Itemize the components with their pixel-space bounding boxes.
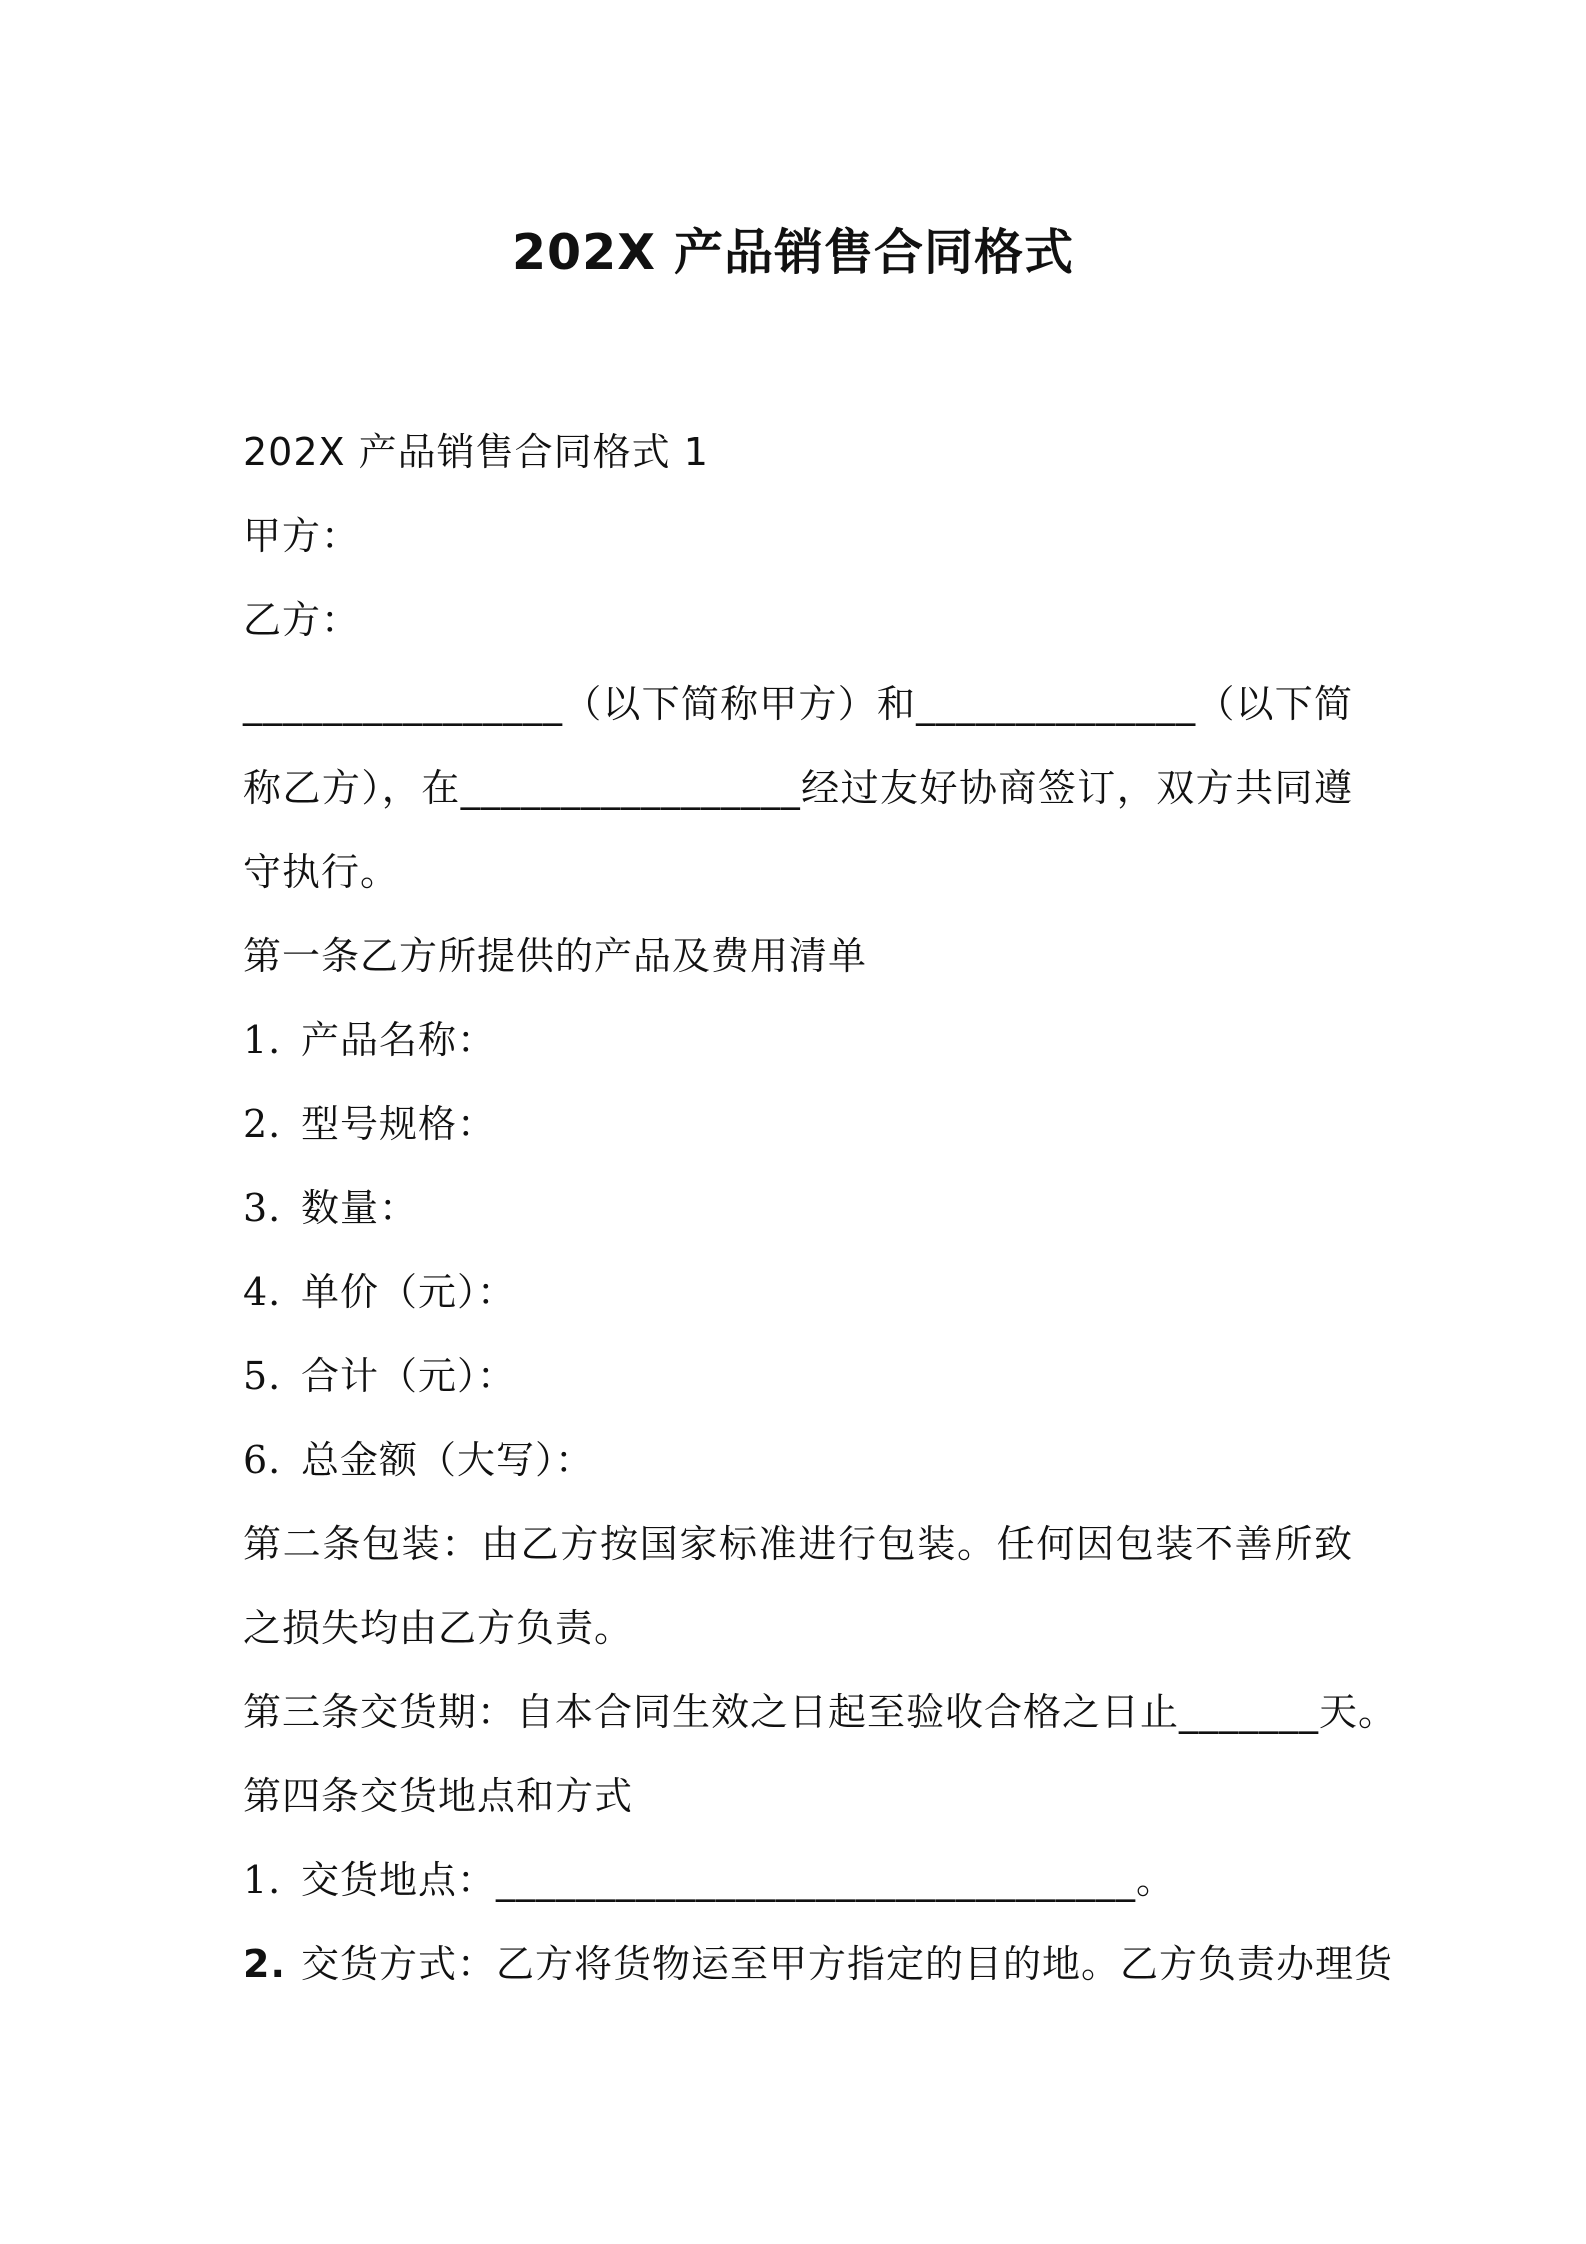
article-1-item: [243, 1166, 1353, 1250]
item-number: 2.: [243, 1102, 282, 1146]
article-1-item: [243, 1334, 1353, 1418]
article-4-item: [243, 1922, 1394, 2006]
item-number: 4.: [243, 1270, 282, 1314]
document-body: [243, 410, 1398, 2006]
item-number: 2.: [243, 1942, 286, 1986]
item-text: 交货地点：________________________________。: [301, 1858, 1176, 1902]
article-3-paragraph: 第三条交货期：自本合同生效之日起至验收合格之日止_______天。: [243, 1690, 1398, 1734]
article-1-item: [243, 1082, 1353, 1166]
item-text: 数量：: [301, 1186, 419, 1230]
party-a-label: 甲方：: [243, 514, 361, 558]
article-1-heading: 第一条乙方所提供的产品及费用清单: [243, 934, 868, 978]
article-2-paragraph: 第二条包装：由乙方按国家标准进行包装。任何因包装不善所致之损失均由乙方负责。: [243, 1522, 1353, 1650]
item-number: 5.: [243, 1354, 282, 1398]
item-number: 6.: [243, 1438, 282, 1482]
item-text: 单价（元）：: [301, 1270, 517, 1314]
item-number: 1.: [243, 1858, 282, 1902]
item-text: 型号规格：: [301, 1102, 497, 1146]
article-4-heading: 第四条交货地点和方式: [243, 1774, 634, 1818]
item-text: 交货方式：乙方将货物运至甲方指定的目的地。乙方负责办理货: [301, 1942, 1394, 1986]
article-1-item: [243, 998, 1353, 1082]
contract-subtitle: 202X 产品销售合同格式 1: [243, 430, 709, 474]
article-1-item: [243, 1418, 1353, 1502]
party-b-label: 乙方：: [243, 598, 361, 642]
item-number: 1.: [243, 1018, 282, 1062]
item-text: 总金额（大写）：: [301, 1438, 595, 1482]
document-title: 202X 产品销售合同格式: [511, 224, 1075, 281]
item-text: 产品名称：: [301, 1018, 497, 1062]
item-number: 3.: [243, 1186, 282, 1230]
article-1-item: [243, 1250, 1353, 1334]
article-4-item: [243, 1838, 1353, 1922]
item-text: 合计（元）：: [301, 1354, 517, 1398]
intro-paragraph: ________________（以下简称甲方）和______________（以下简称乙方），在_________________经过友好协商签订，双方共同遵守执行。: [243, 682, 1353, 894]
